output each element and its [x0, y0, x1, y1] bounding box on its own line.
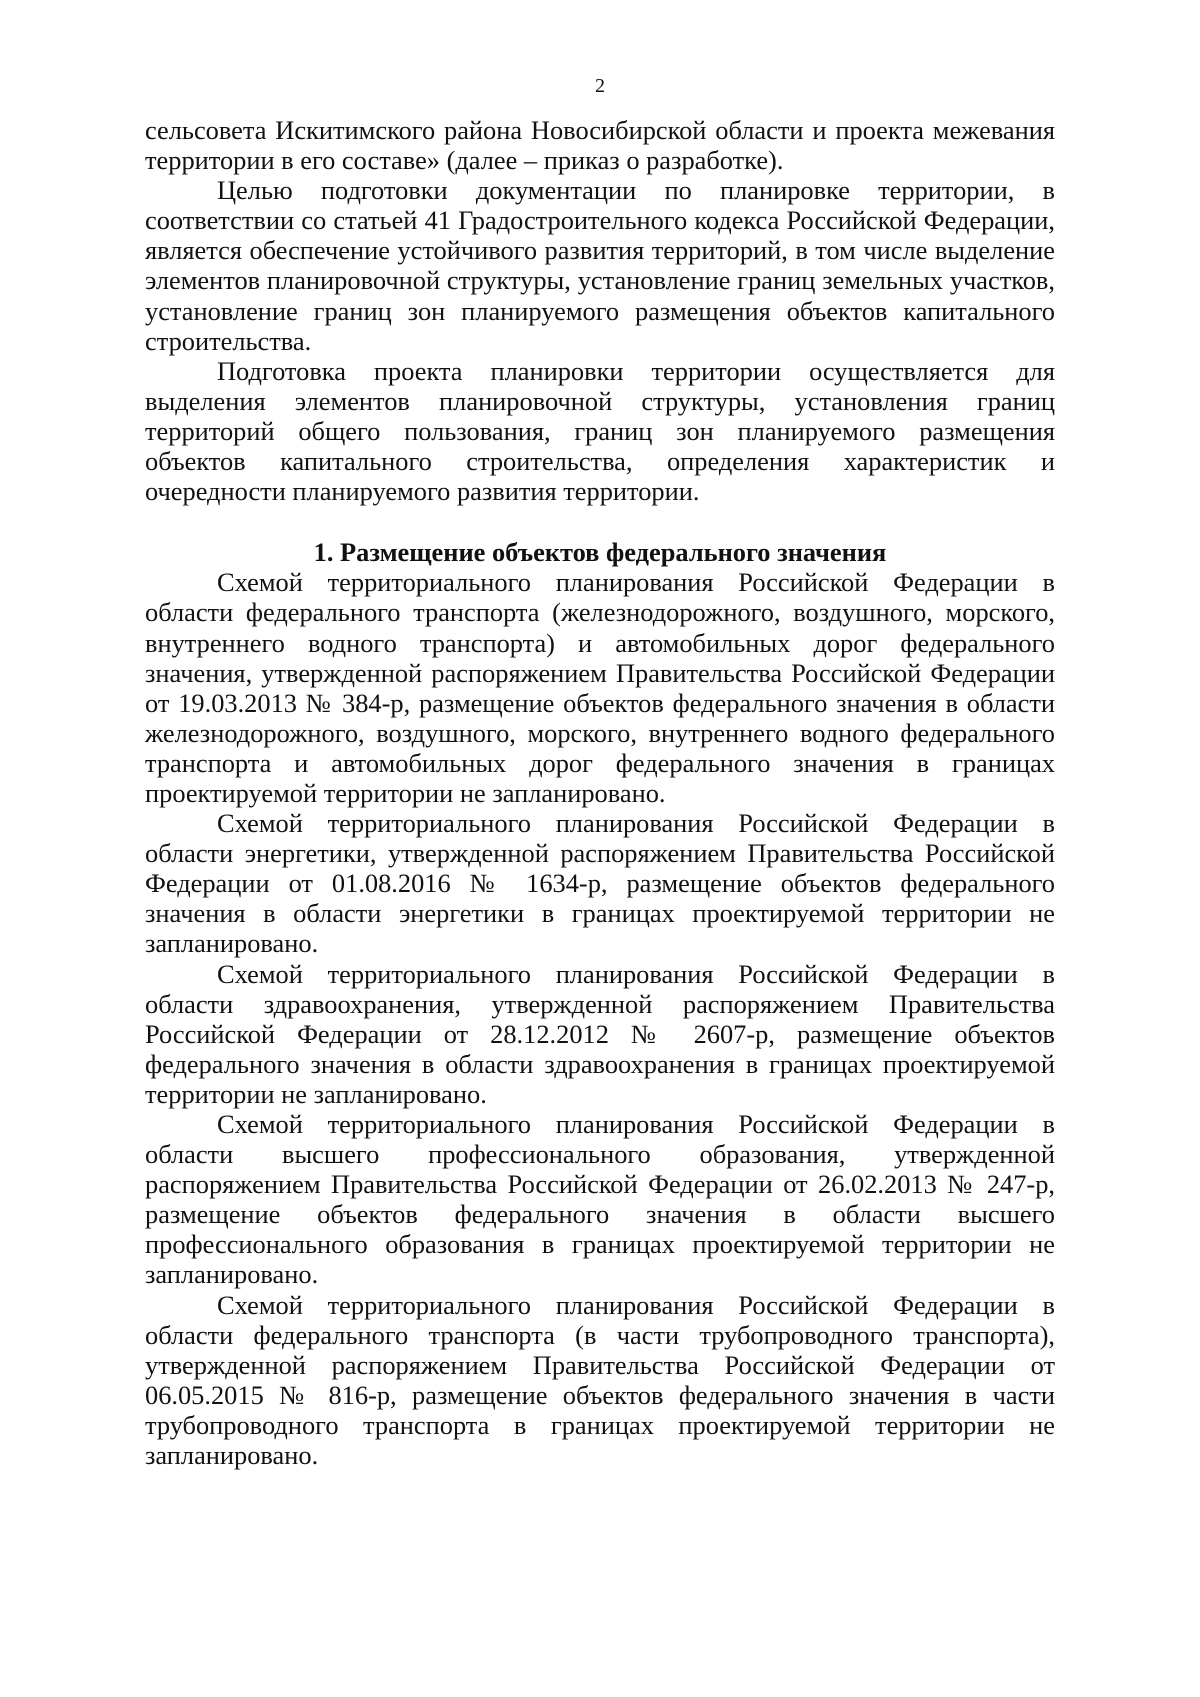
section-paragraph-energy: Схемой территориального планирования Российской Федерации в области энергетики, утвержденной распоряжением Правительства Российской Федерации от 01.08.2016 № 1634-р, размещение объектов федерального значения в области энергетики в границах проектируемой территории не запланировано.	[145, 808, 1055, 959]
section-paragraph-transport: Схемой территориального планирования Российской Федерации в области федерального транспорта (железнодорожного, воздушного, морского, внутреннего водного транспорта) и автомобильных дорог федерального значения, утвержденной распоряжением Правительства Российской Федерации от 19.03.2013 № 384-р, размещение объектов федерального значения в области железнодорожного, воздушного, морского, внутреннего водного федерального транспорта и автомобильных дорог федерального значения в границах проектируемой территории не запланировано.	[145, 567, 1055, 808]
section-paragraph-education: Схемой территориального планирования Российской Федерации в области высшего профессионального образования, утвержденной распоряжением Правительства Российской Федерации от 26.02.2013 № 247-р, размещение объектов федерального значения в области высшего профессионального образования в границах проектируемой территории не запланировано.	[145, 1109, 1055, 1290]
intro-paragraph-purpose: Целью подготовки документации по планировке территории, в соответствии со статьей 41 Градостроительного кодекса Российской Федерации, является обеспечение устойчивого развития территорий, в том числе выделение элементов планировочной структуры, установление границ земельных участков, установление границ зон планируемого размещения объектов капитального строительства.	[145, 175, 1055, 356]
page-number: 2	[595, 75, 605, 97]
intro-paragraph-continuation: сельсовета Искитимского района Новосибирской области и проекта межевания территории в его составе» (далее – приказ о разработке).	[145, 115, 1055, 176]
section-heading: 1. Размещение объектов федерального значения	[313, 537, 887, 568]
document-body	[145, 115, 1055, 1470]
intro-paragraph-preparation: Подготовка проекта планировки территории осуществляется для выделения элементов планировочной структуры, установления границ территорий общего пользования, границ зон планируемого размещения объектов капитального строительства, определения характеристик и очередности планируемого развития территории.	[145, 355, 1055, 507]
section-paragraph-pipeline: Схемой территориального планирования Российской Федерации в области федерального транспорта (в части трубопроводного транспорта), утвержденной распоряжением Правительства Российской Федерации от 06.05.2015 № 816-р, размещение объектов федерального значения в части трубопроводного транспорта в границах проектируемой территории не запланировано.	[145, 1289, 1055, 1471]
section-paragraph-healthcare: Схемой территориального планирования Российской Федерации в области здравоохранения, утвержденной распоряжением Правительства Российской Федерации от 28.12.2012 № 2607-р, размещение объектов федерального значения в области здравоохранения в границах проектируемой территории не запланировано.	[145, 958, 1055, 1109]
